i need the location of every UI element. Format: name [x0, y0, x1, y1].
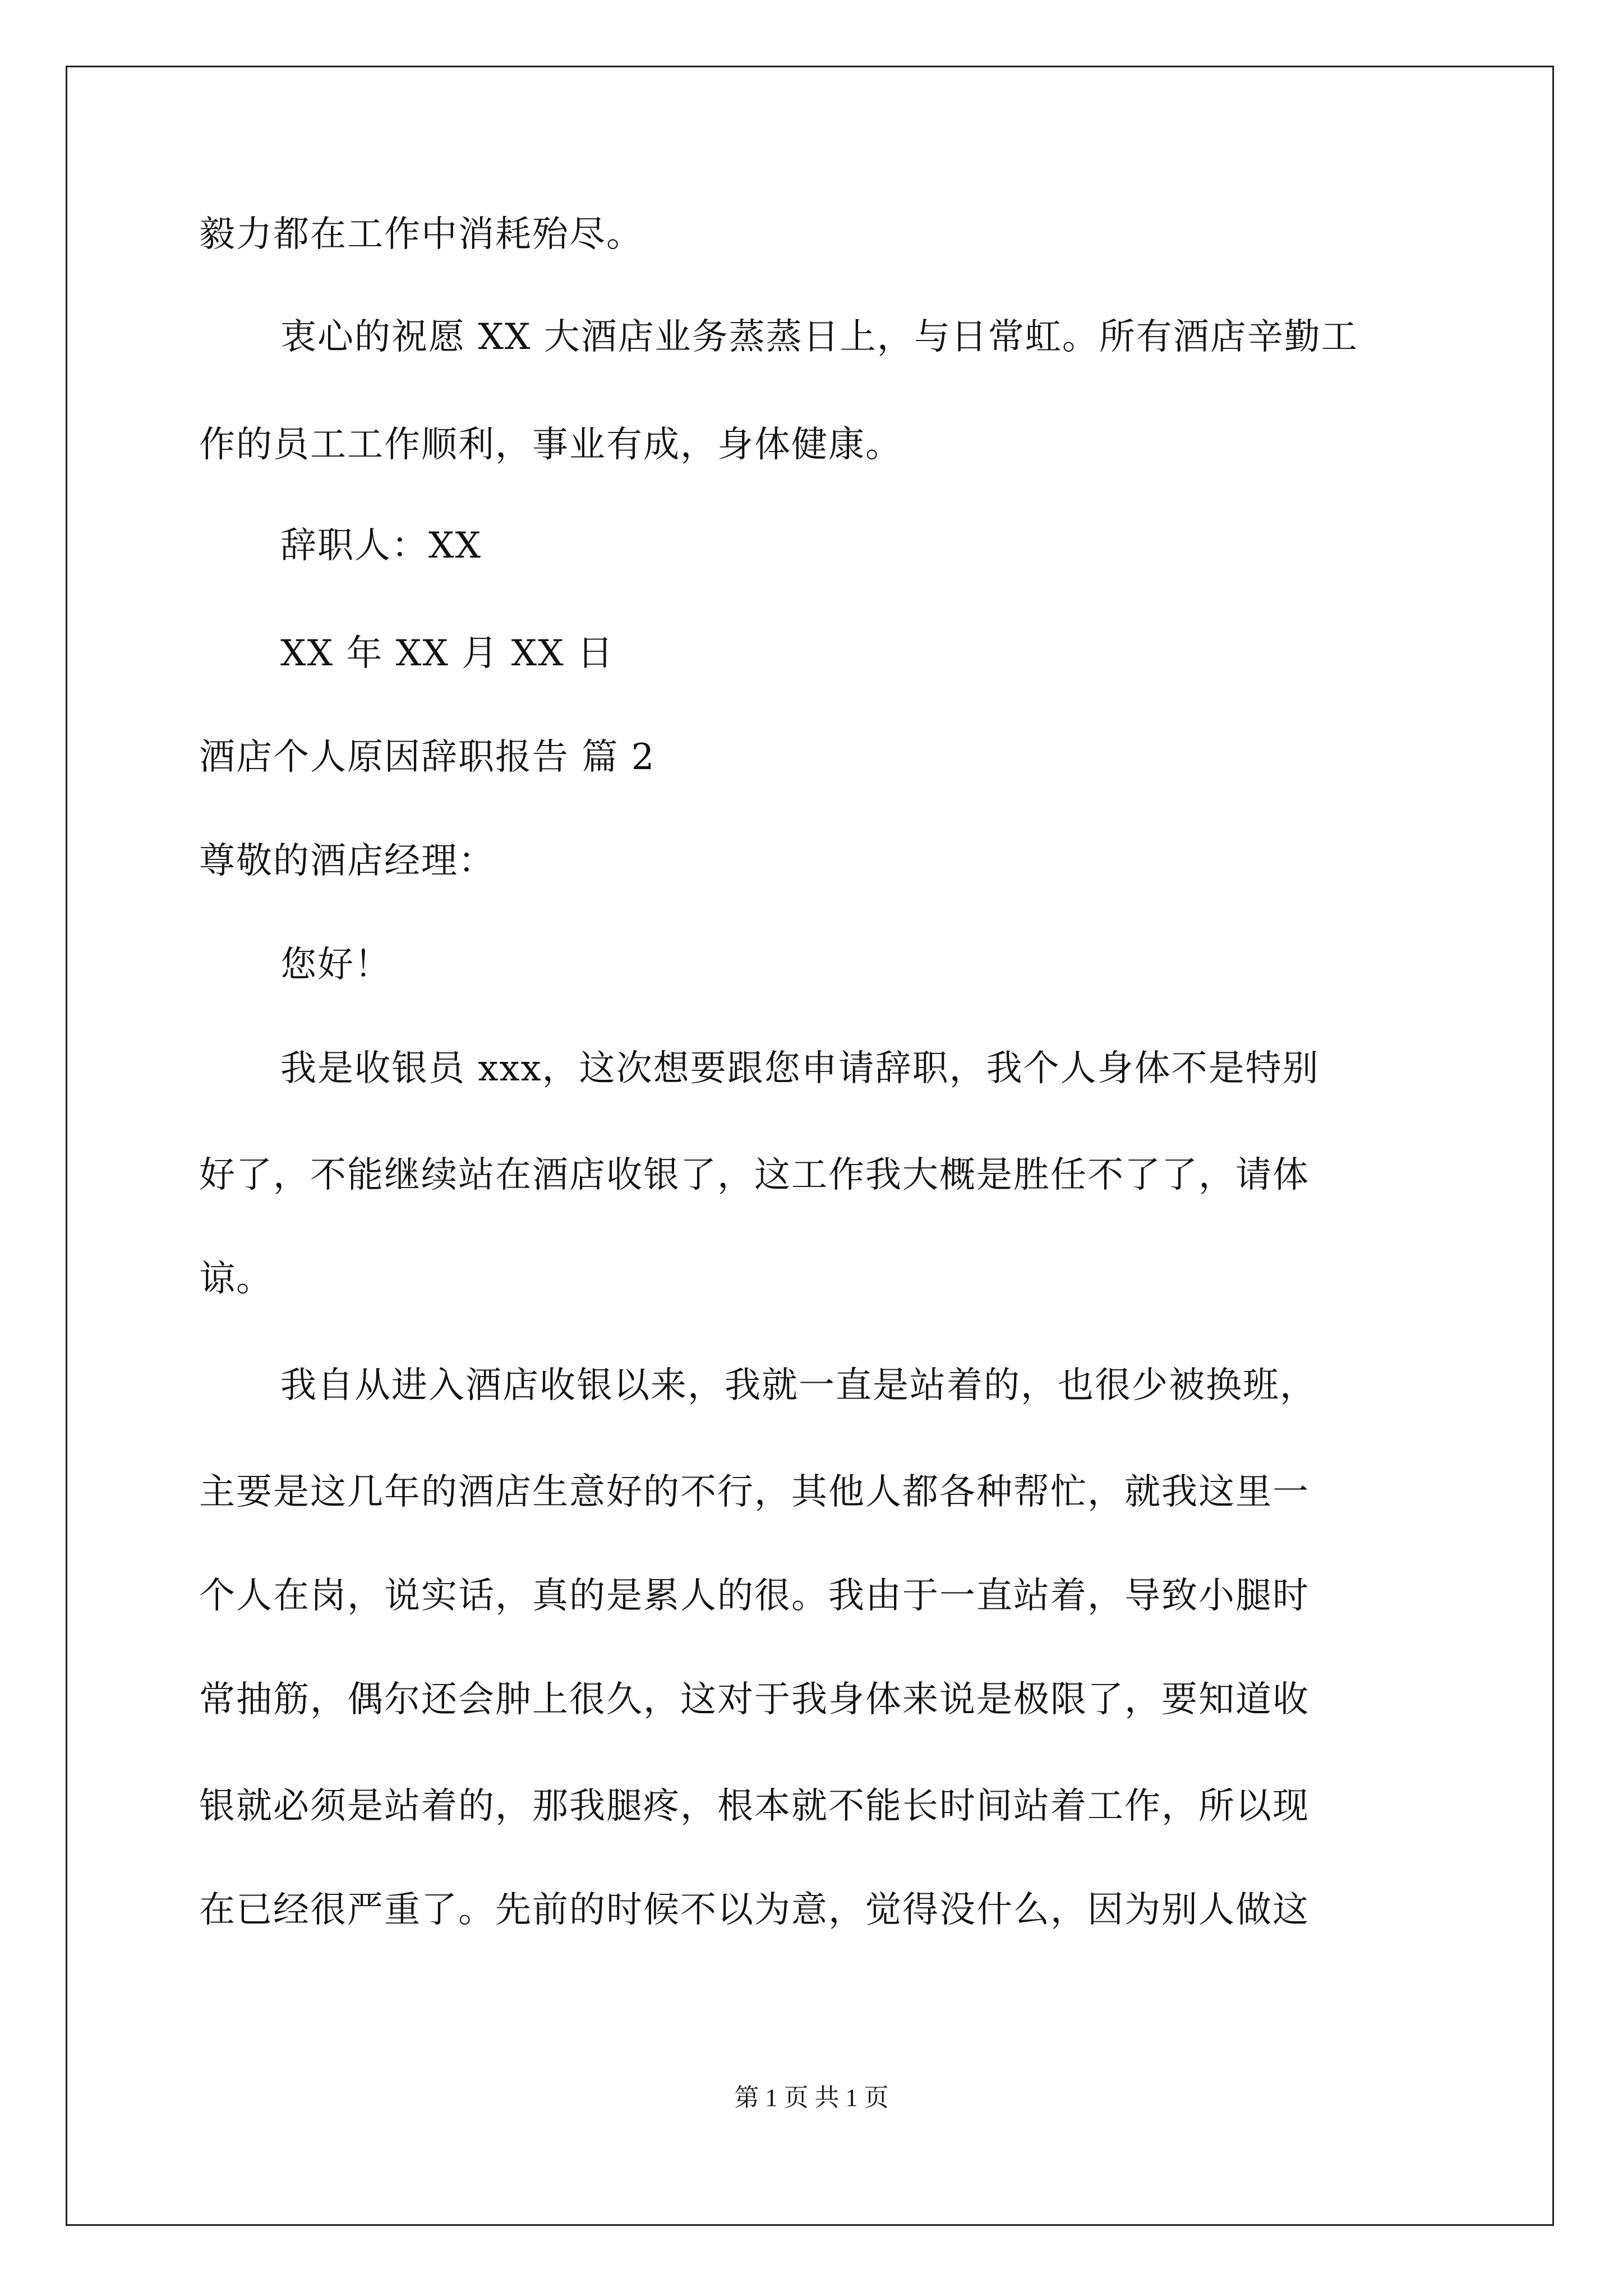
greeting: 您好！ — [280, 944, 391, 986]
salutation: 尊敬的酒店经理： — [199, 840, 495, 882]
date-line: XX 年 XX 月 XX 日 — [280, 633, 615, 674]
page-footer: 第 1 页 共 1 页 — [734, 2084, 889, 2111]
text-line-9: 我是收银员 xxx，这次想要跟您申请辞职，我个人身体不是特别 — [280, 1048, 1320, 1089]
text-line-16: 银就必须是站着的，那我腿疼，根本就不能长时间站着工作，所以现 — [199, 1786, 1310, 1827]
text-line-12: 我自从进入酒店收银以来，我就一直是站着的，也很少被换班， — [280, 1365, 1317, 1406]
section-heading: 酒店个人原因辞职报告 篇 2 — [199, 737, 656, 778]
text-line-1: 毅力都在工作中消耗殆尽。 — [199, 214, 643, 255]
text-line-2: 衷心的祝愿 XX 大酒店业务蒸蒸日上，与日常虹。所有酒店辛勤工 — [280, 316, 1358, 358]
text-line-11: 谅。 — [199, 1258, 273, 1300]
text-line-14: 个人在岗，说实话，真的是累人的很。我由于一直站着，导致小腿时 — [199, 1575, 1310, 1617]
text-line-13: 主要是这几年的酒店生意好的不行，其他人都各种帮忙，就我这里一 — [199, 1471, 1310, 1513]
text-line-15: 常抽筋，偶尔还会肿上很久，这对于我身体来说是极限了，要知道收 — [199, 1679, 1310, 1720]
text-line-3: 作的员工工作顺利，事业有成，身体健康。 — [199, 424, 902, 466]
text-line-17: 在已经很严重了。先前的时候不以为意，觉得没什么，因为别人做这 — [199, 1889, 1310, 1931]
signer-line: 辞职人：XX — [280, 525, 482, 567]
text-line-10: 好了，不能继续站在酒店收银了，这工作我大概是胜任不了了，请体 — [199, 1154, 1310, 1196]
